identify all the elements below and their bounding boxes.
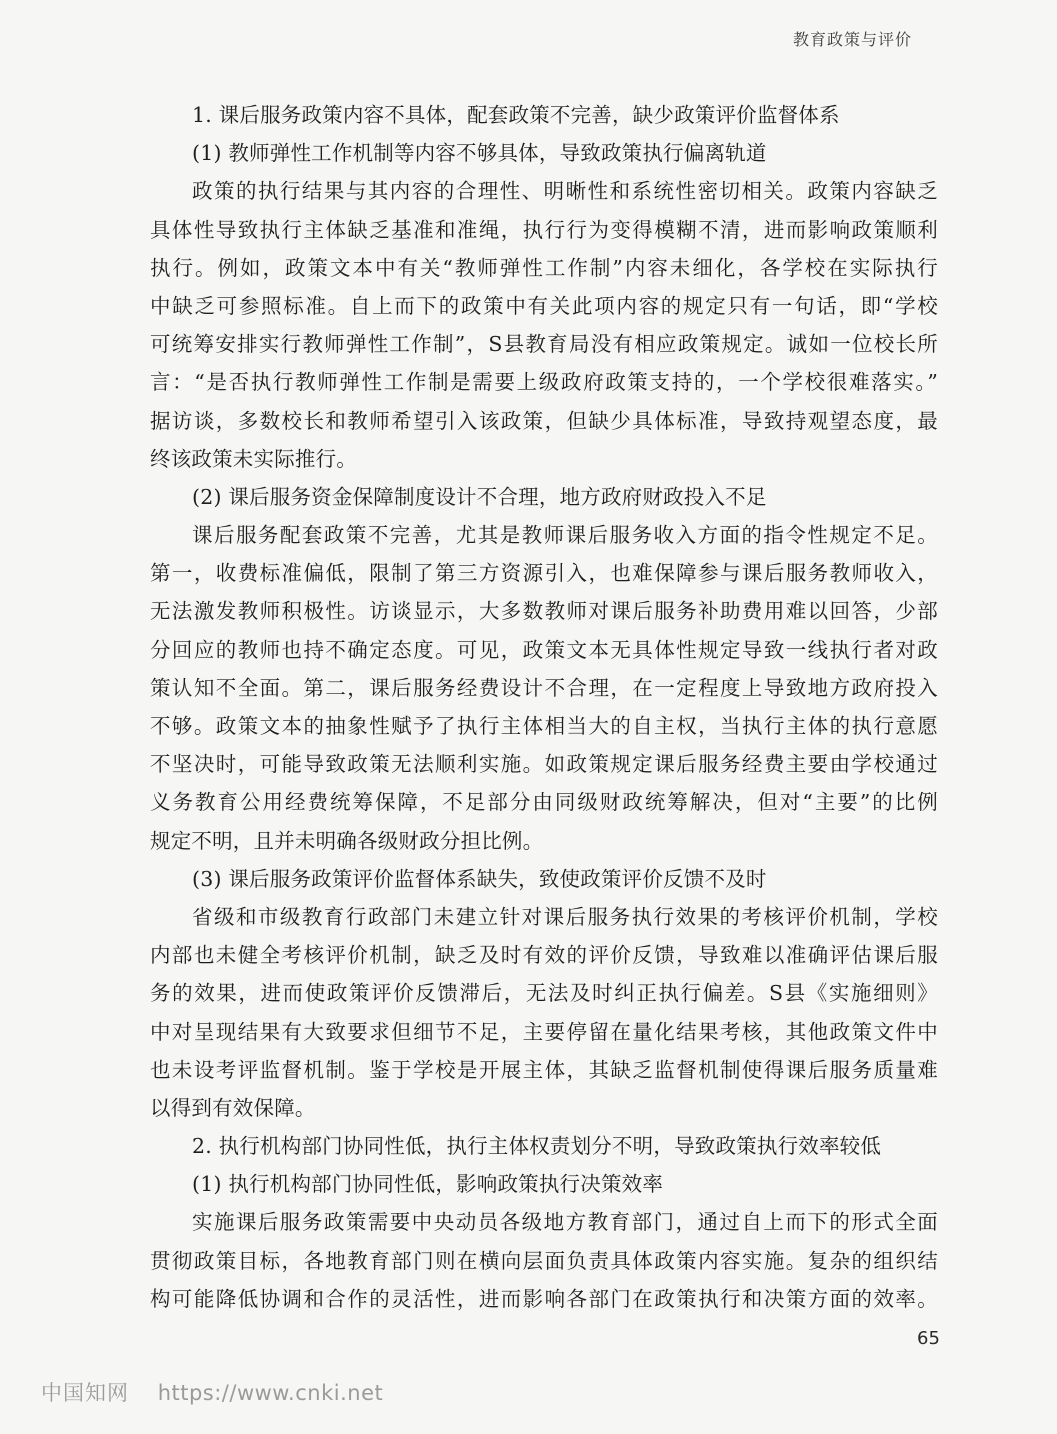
section-heading: (3) 课后服务政策评价监督体系缺失，致使政策评价反馈不及时: [192, 866, 767, 891]
text-line: 政策的执行结果与其内容的合理性、明晰性和系统性密切相关。政策内容缺乏: [192, 179, 938, 204]
text-line: 第一，收费标准偏低，限制了第三方资源引入，也难保障参与课后服务教师收入，: [150, 561, 938, 586]
text-line: 省级和市级教育行政部门未建立针对课后服务执行效果的考核评价机制，学校: [192, 904, 938, 929]
text-line: 以得到有效保障。: [150, 1095, 316, 1120]
text-line: 规定不明，且并未明确各级财政分担比例。: [150, 828, 544, 853]
watermark-name: 中国知网: [41, 1381, 129, 1405]
text-line: 构可能降低协调和合作的灵活性，进而影响各部门在政策执行和决策方面的效率。: [150, 1286, 938, 1311]
text-line: 言：“是否执行教师弹性工作制是需要上级政府政策支持的，一个学校很难落实。”: [150, 370, 938, 395]
text-line: 无法激发教师积极性。访谈显示，大多数教师对课后服务补助费用难以回答，少部: [150, 599, 938, 624]
text-line: 不坚决时，可能导致政策无法顺利实施。如政策规定课后服务经费主要由学校通过: [150, 752, 938, 777]
text-line: 也未设考评监督机制。鉴于学校是开展主体，其缺乏监督机制使得课后服务质量难: [150, 1057, 938, 1082]
text-line: 分回应的教师也持不确定态度。可见，政策文本无具体性规定导致一线执行者对政: [150, 637, 938, 662]
body-text: [150, 96, 938, 1318]
text-line: 执行。例如，政策文本中有关“教师弹性工作制”内容未细化，各学校在实际执行: [150, 255, 938, 280]
watermark-url[interactable]: https://www.cnki.net: [157, 1381, 384, 1405]
text-line: 务的效果，进而使政策评价反馈滞后，无法及时纠正执行偏差。S县《实施细则》: [150, 981, 938, 1006]
text-line: 内部也未健全考核评价机制，缺乏及时有效的评价反馈，导致难以准确评估课后服: [150, 943, 938, 968]
text-line: 实施课后服务政策需要中央动员各级地方教育部门，通过自上而下的形式全面: [192, 1210, 938, 1235]
section-heading: (1) 教师弹性工作机制等内容不够具体，导致政策执行偏离轨道: [192, 141, 767, 166]
section-heading: (1) 执行机构部门协同性低，影响政策执行决策效率: [192, 1172, 664, 1197]
text-line: 课后服务配套政策不完善，尤其是教师课后服务收入方面的指令性规定不足。: [192, 523, 938, 548]
text-line: 据访谈，多数校长和教师希望引入该政策，但缺少具体标准，导致持观望态度，最: [150, 408, 938, 433]
page-number: 65: [917, 1328, 940, 1349]
text-line: 不够。政策文本的抽象性赋予了执行主体相当大的自主权，当执行主体的执行意愿: [150, 714, 938, 738]
running-header: 教育政策与评价: [792, 30, 912, 49]
section-heading: 2. 执行机构部门协同性低，执行主体权责划分不明，导致政策执行效率较低: [192, 1134, 882, 1159]
text-line: 策认知不全面。第二，课后服务经费设计不合理，在一定程度上导致地方政府投入: [150, 675, 938, 700]
text-line: 中缺乏可参照标准。自上而下的政策中有关此项内容的规定只有一句话，即“学校: [150, 293, 938, 318]
text-line: 具体性导致执行主体缺乏基准和准绳，执行行为变得模糊不清，进而影响政策顺利: [150, 217, 938, 242]
text-line: 贯彻政策目标，各地教育部门则在横向层面负责具体政策内容实施。复杂的组织结: [150, 1248, 938, 1273]
text-line: 中对呈现结果有大致要求但细节不足，主要停留在量化结果考核，其他政策文件中: [150, 1019, 938, 1044]
section-heading: (2) 课后服务资金保障制度设计不合理，地方政府财政投入不足: [192, 484, 767, 509]
text-line: 可统筹安排实行教师弹性工作制”，S县教育局没有相应政策规定。诚如一位校长所: [150, 332, 938, 357]
section-heading: 1. 课后服务政策内容不具体，配套政策不完善，缺少政策评价监督体系: [192, 103, 840, 127]
text-line: 义务教育公用经费统筹保障，不足部分由同级财政统筹解决，但对“主要”的比例: [150, 790, 938, 815]
watermark: [41, 1377, 383, 1407]
text-line: 终该政策未实际推行。: [150, 446, 357, 471]
